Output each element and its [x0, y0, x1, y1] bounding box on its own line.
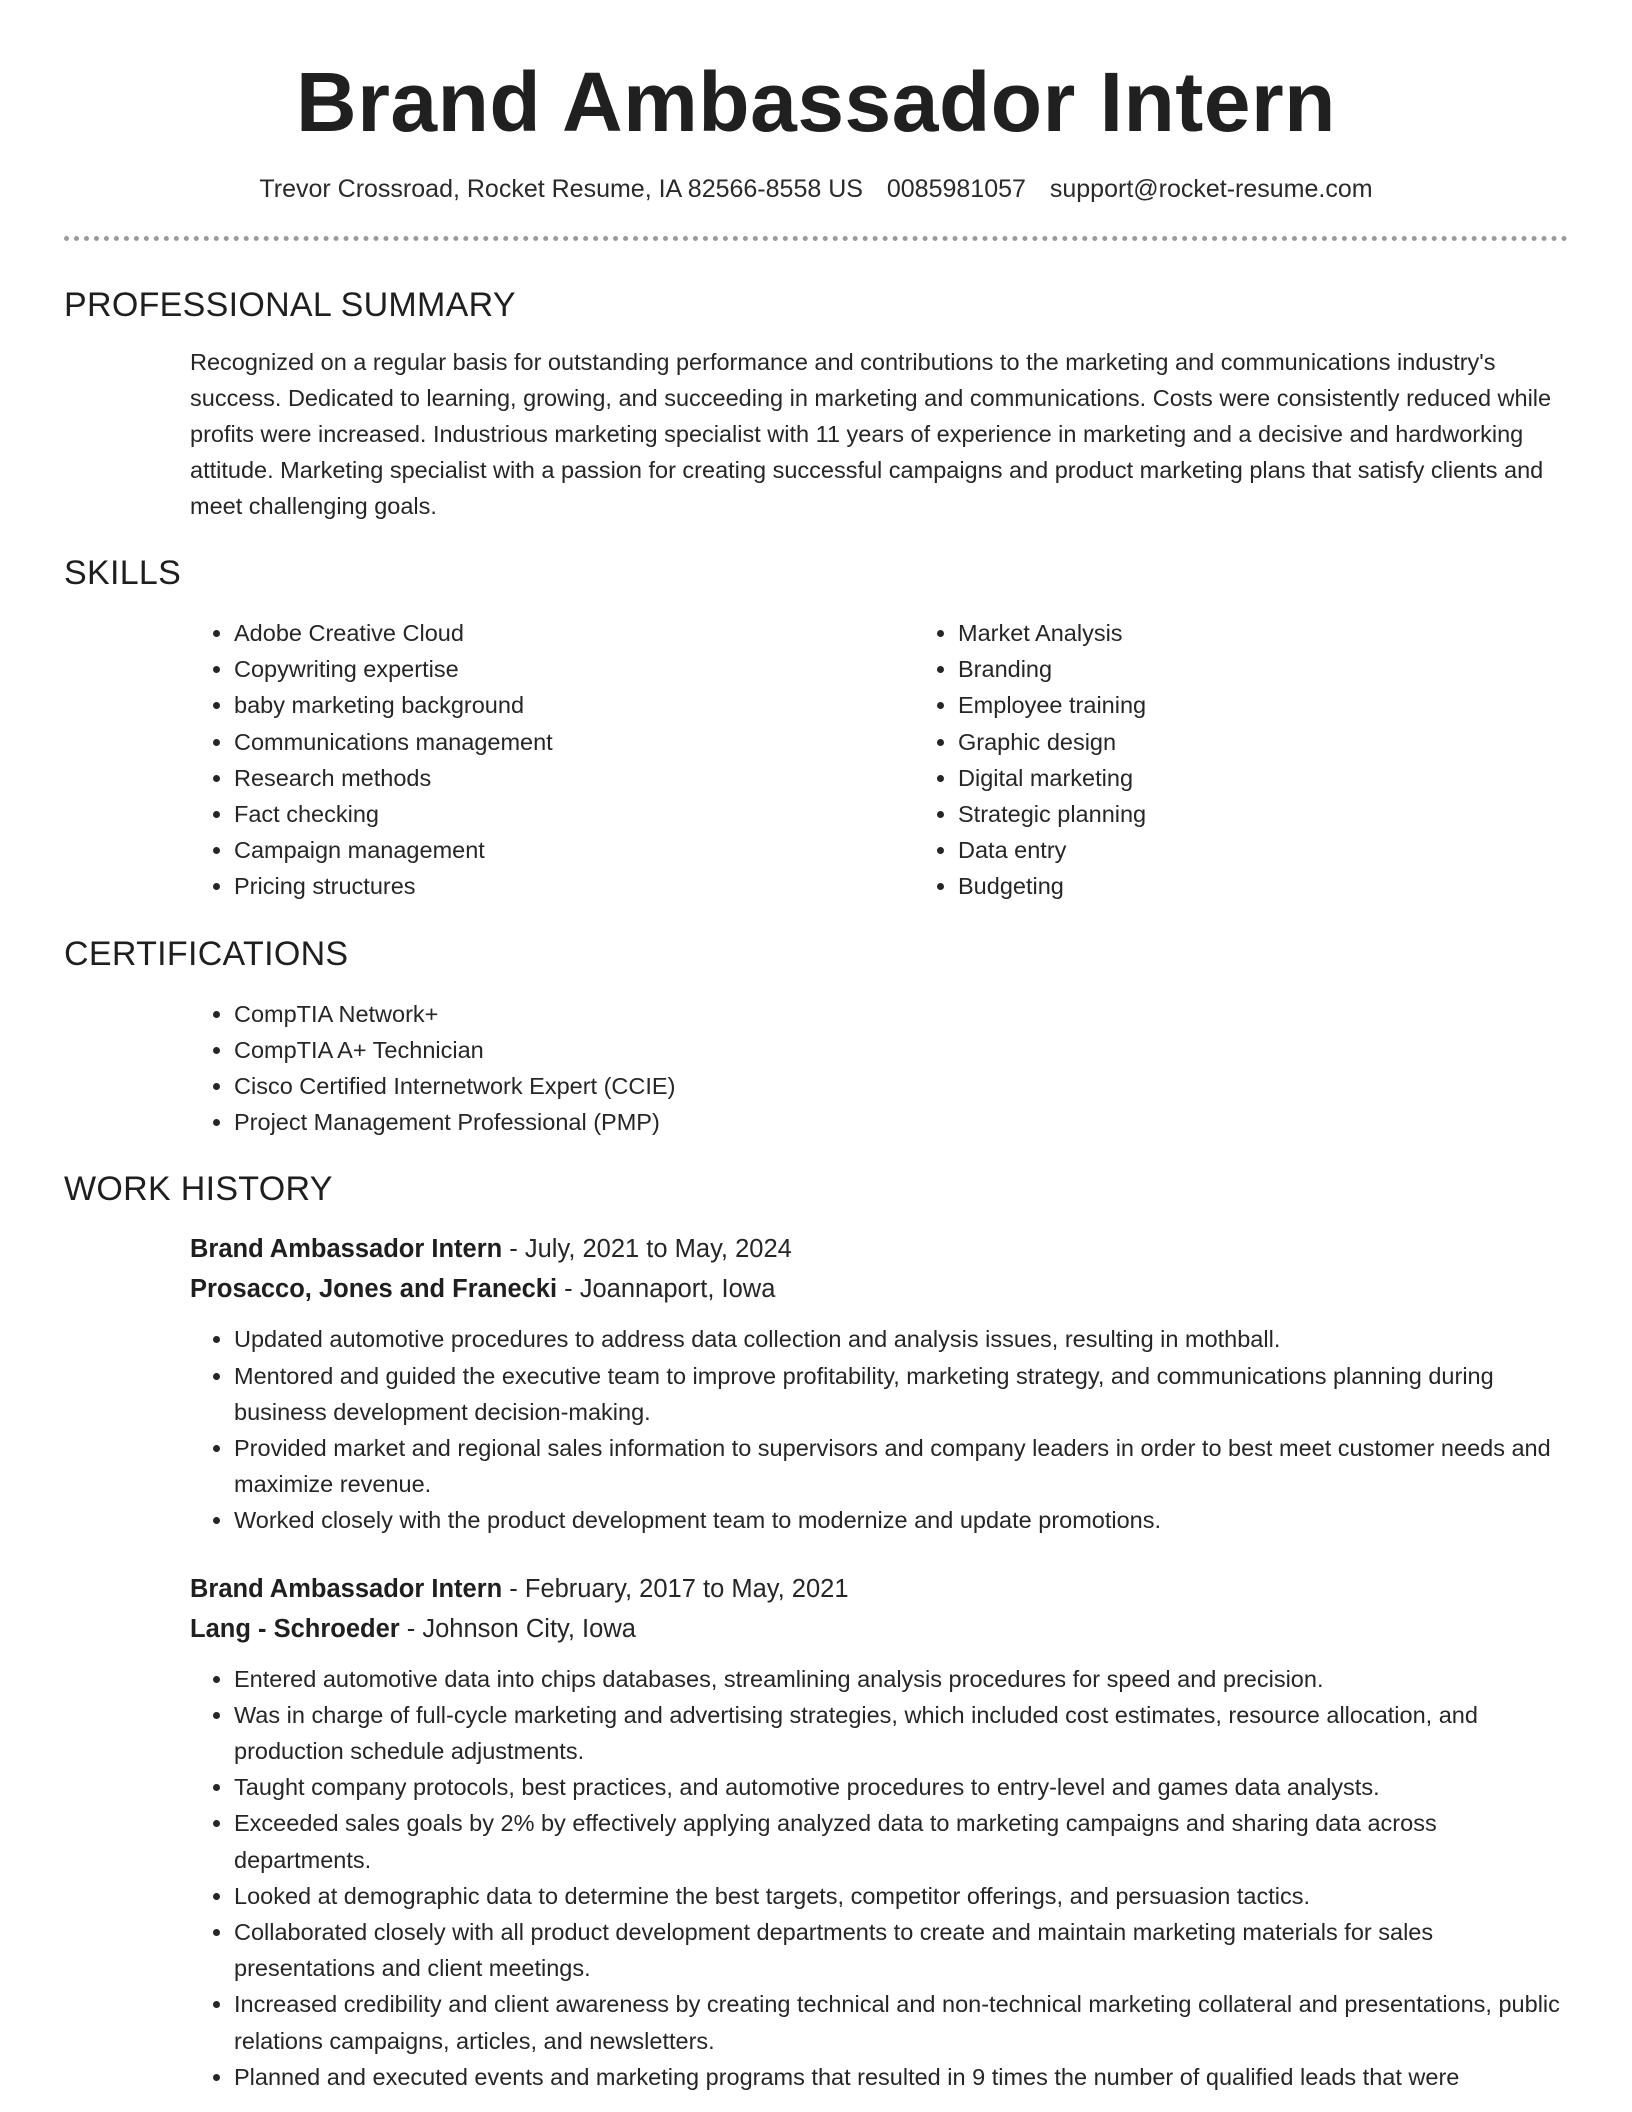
- skill-item: • Digital marketing: [958, 760, 1632, 796]
- job-entry: [190, 1569, 1568, 2095]
- job-duty: • Provided market and regional sales information to supervisors and company leaders in order to best meet customer needs and maximize revenue.: [234, 1430, 1568, 1502]
- skill-item: • baby marketing background: [234, 687, 914, 723]
- skill-item: • Research methods: [234, 760, 914, 796]
- certification-item: • CompTIA A+ Technician: [234, 1032, 1568, 1068]
- job-company: Prosacco, Jones and Franecki: [190, 1275, 558, 1304]
- resume-name: Brand Ambassador Intern: [296, 55, 1336, 149]
- job-company-line: [190, 1609, 1568, 1649]
- skill-item: • Fact checking: [234, 796, 914, 832]
- certifications-heading: CERTIFICATIONS: [64, 934, 349, 973]
- resume-page: [64, 0, 1568, 2095]
- job-dates: - July, 2021 to May, 2024: [502, 1235, 792, 1264]
- job-company-line: [190, 1269, 1568, 1309]
- skill-item: • Employee training: [958, 687, 1632, 723]
- certification-item: • CompTIA Network+: [234, 996, 1568, 1032]
- job-duty: • Exceeded sales goals by 2% by effectively applying analyzed data to marketing campaigns and sharing data across departments.: [234, 1805, 1568, 1877]
- job-title-line: [190, 1569, 1568, 1609]
- job-duties-list: [190, 1321, 1568, 1538]
- job-location: - Johnson City, Iowa: [399, 1614, 636, 1643]
- job-duty: • Taught company protocols, best practices, and automotive procedures to entry-level and games data analysts.: [234, 1769, 1568, 1805]
- skill-item: • Branding: [958, 651, 1632, 687]
- job-duty: • Worked closely with the product development team to modernize and update promotions.: [234, 1502, 1568, 1538]
- job-title-line: [190, 1229, 1568, 1269]
- job-entry: [190, 1229, 1568, 1538]
- skill-item: • Copywriting expertise: [234, 651, 914, 687]
- contact-phone: 0085981057: [886, 175, 1026, 203]
- certifications-section: [190, 996, 1568, 1141]
- skills-heading: SKILLS: [64, 554, 182, 592]
- job-duty: • Planned and executed events and marketing programs that resulted in 9 times the number of qualified leads that were: [234, 2059, 1568, 2095]
- certifications-list: [190, 996, 1568, 1141]
- job-company: Lang - Schroeder: [190, 1614, 400, 1643]
- contact-address: Trevor Crossroad, Rocket Resume, IA 82566-8558 US: [259, 175, 863, 203]
- skill-item: • Budgeting: [958, 868, 1632, 904]
- job-duty: • Increased credibility and client awareness by creating technical and non-technical marketing collateral and presentations, public relations campaigns, articles, and newsletters.: [234, 1986, 1568, 2058]
- contact-line: [64, 173, 1568, 205]
- job-duty: • Looked at demographic data to determine the best targets, competitor offerings, and persuasion tactics.: [234, 1878, 1568, 1914]
- skill-item: • Adobe Creative Cloud: [234, 615, 914, 651]
- job-dates: - February, 2017 to May, 2021: [502, 1574, 849, 1603]
- job-location: - Joannaport, Iowa: [557, 1275, 776, 1304]
- skills-list-left: [190, 615, 914, 905]
- summary-section: [190, 344, 1568, 524]
- summary-text: Recognized on a regular basis for outstanding performance and contributions to the marketing and communications industry's success. Dedicated to learning, growing, and succeeding in marketing and communications. Costs were consistently reduced while profits were increased. Industrious marketing specialist with 11 years of experience in marketing and a decisive and hardworking attitude. Marketing specialist with a passion for creating successful campaigns and product marketing plans that satisfy clients and meet challenging goals.: [190, 349, 1552, 519]
- skill-item: • Communications management: [234, 724, 914, 760]
- summary-heading: PROFESSIONAL SUMMARY: [64, 286, 516, 324]
- job-duty: • Was in charge of full-cycle marketing and advertising strategies, which included cost estimates, resource allocation, and production schedule adjustments.: [234, 1697, 1568, 1769]
- job-duty: • Collaborated closely with all product development departments to create and maintain marketing materials for sales presentations and client meetings.: [234, 1914, 1568, 1986]
- job-duty: • Mentored and guided the executive team to improve profitability, marketing strategy, and communications planning during business development decision-making.: [234, 1358, 1568, 1430]
- header-divider: [64, 236, 1568, 241]
- job-duties-list: [190, 1661, 1568, 2095]
- skill-item: • Strategic planning: [958, 796, 1632, 832]
- job-role: Brand Ambassador Intern: [190, 1574, 503, 1603]
- skill-item: • Graphic design: [958, 724, 1632, 760]
- certification-item: • Project Management Professional (PMP): [234, 1104, 1568, 1140]
- skills-list-right: [914, 615, 1632, 905]
- skill-item: • Market Analysis: [958, 615, 1632, 651]
- skill-item: • Pricing structures: [234, 868, 914, 904]
- skill-item: • Campaign management: [234, 832, 914, 868]
- certification-item: • Cisco Certified Internetwork Expert (CCIE): [234, 1068, 1568, 1104]
- job-duty: • Entered automotive data into chips databases, streamlining analysis procedures for speed and precision.: [234, 1661, 1568, 1697]
- job-duty: • Updated automotive procedures to address data collection and analysis issues, resulting in mothball.: [234, 1321, 1568, 1357]
- skill-item: • Data entry: [958, 832, 1632, 868]
- work-history-heading: WORK HISTORY: [64, 1170, 333, 1209]
- contact-email: support@rocket-resume.com: [1049, 175, 1373, 203]
- skills-section: [190, 615, 1568, 905]
- job-role: Brand Ambassador Intern: [190, 1235, 503, 1264]
